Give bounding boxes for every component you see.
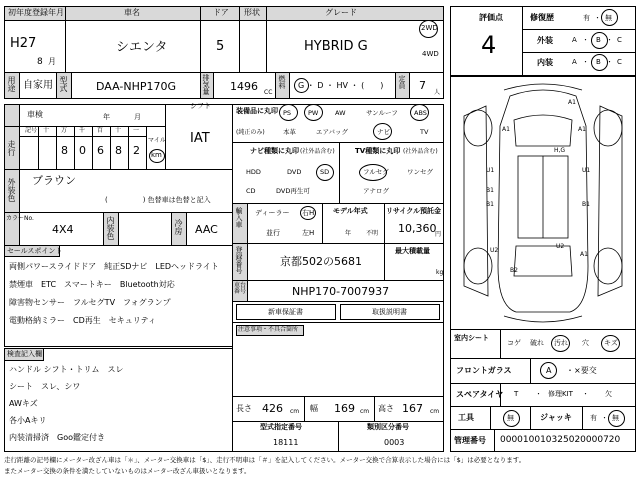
mileage-section-header <box>4 104 20 127</box>
seat-label: 室内シート <box>454 334 489 342</box>
width-unit: cm <box>360 408 370 415</box>
model-year-label: モデル年式 <box>333 207 368 215</box>
cooler: AAC <box>195 223 218 236</box>
mark-b2: B2 <box>510 267 518 274</box>
mark-u1-right: U1 <box>582 167 591 174</box>
eval-grade: 4 <box>481 31 497 59</box>
year-unit: 年 <box>103 113 110 121</box>
chassis: NHP170-7007937 <box>292 285 390 298</box>
category: 0003 <box>384 438 405 447</box>
abc-separator: ・ <box>582 58 589 66</box>
equipment-item: TV <box>420 128 429 136</box>
sales-point-block <box>4 245 233 347</box>
chassis-label: 車台番号 <box>234 282 247 295</box>
handle-left: 左H <box>302 229 315 237</box>
spare-option: 修理KIT <box>548 390 573 398</box>
import-label: 輸入車 <box>235 207 243 228</box>
equipment-item: ナビ <box>377 128 390 136</box>
repair-label: 修復歴 <box>530 13 554 22</box>
exterior-label: 外装色 <box>7 178 16 202</box>
mileage-divider <box>38 126 39 170</box>
navi-option: DVD再生可 <box>276 187 310 195</box>
mileage-divider <box>110 126 111 170</box>
color-change-note: ( ) 色替車は色替と記入 <box>105 196 211 204</box>
month-unit-2: 月 <box>134 113 141 121</box>
footer-line-1: 走行距離の記号欄にメーター改ざん車は「＊」、メーター交換車は「$」、走行不明車は「＃」を記入してください。メーター交換で合算表示した場合には「$」は必要となります。 <box>4 456 526 464</box>
mileage-divider <box>56 126 57 170</box>
mark-a1-left: A1 <box>502 126 510 133</box>
drive-4wd: 4WD <box>422 50 439 58</box>
model: DAA-NHP170G <box>96 80 177 93</box>
unknown: 不明 <box>366 230 379 237</box>
car-name-label: 車名 <box>124 8 140 17</box>
mark-b1-left2: B1 <box>486 201 494 208</box>
model-year-unit: 年 <box>345 230 352 237</box>
mileage-section-label: 車検 <box>27 110 43 119</box>
tool-label: 工具 <box>458 413 474 422</box>
ext-label: 外装 <box>537 36 553 45</box>
fuel-g-circle <box>294 78 309 93</box>
shift: IAT <box>190 131 210 146</box>
equipment-sub: (純正のみ) <box>236 129 265 136</box>
equipment-item: エアバッグ <box>316 128 348 136</box>
inspector-note-line: AWキズ <box>9 399 38 408</box>
height-unit: cm <box>430 408 440 415</box>
spare-option: ・ <box>582 390 589 398</box>
shape-cell <box>239 20 267 73</box>
mileage-header-cell: 十 <box>115 127 122 134</box>
recycle: 10,360 <box>398 222 437 235</box>
abc-separator: ・ <box>606 36 613 44</box>
inspector-note-line: シート スレ、シワ <box>9 382 81 391</box>
seat-option: 穴 <box>582 339 589 347</box>
mark-hg: H,G <box>554 147 566 154</box>
dealer: ディーラー <box>255 209 290 217</box>
seat-option: コゲ <box>507 339 521 347</box>
footer-line-2: またメーター交換の条件を満たしていないものはメーター改ざん車扱いとなります。 <box>4 467 251 475</box>
drive-type: 4X4 <box>52 223 74 236</box>
car-name: シエンタ <box>116 40 168 55</box>
mileage-divider <box>92 126 93 170</box>
grade: HYBRID G <box>304 39 368 54</box>
repair-no: 無 <box>605 14 612 22</box>
mileage-header-cell: 十 <box>43 127 50 134</box>
navi-option: HDD <box>246 168 261 176</box>
month-unit: 月 <box>48 57 56 66</box>
usage: 自家用 <box>23 80 53 91</box>
seat-option: 汚れ <box>554 339 568 347</box>
mileage-digit: 6 <box>97 144 104 157</box>
equipment-item: 本革 <box>283 128 296 136</box>
inspector-note-line: ハンドル シフト・トリム スレ <box>9 365 124 374</box>
tv-option: ワンセグ <box>407 168 433 176</box>
parallel: 並行 <box>266 229 280 237</box>
reg-number: 京都502の5681 <box>280 255 362 268</box>
mileage-divider <box>146 126 147 170</box>
mark-u1-left: U1 <box>486 167 495 174</box>
abc-separator: ・ <box>606 58 613 66</box>
doors-label: ドア <box>213 8 229 17</box>
usage-label: 用途 <box>7 76 16 92</box>
max-load-label: 最大積載量 <box>395 247 430 255</box>
sales-point-line: 両側パワースライドドア 純正SDナビ LEDヘッドライト <box>9 262 219 271</box>
notes-label: 注意事項・不具合箇所 <box>238 326 299 333</box>
recycle-label: リサイクル預託金 <box>386 207 442 215</box>
equipment-item: PW <box>308 109 319 117</box>
inspector-note-line: 各小Aキリ <box>9 416 47 425</box>
int-label: 内装 <box>537 58 553 67</box>
model-designation: 18111 <box>273 438 299 447</box>
abc-option: C <box>617 58 622 66</box>
sales-point-line: 電動格納ミラー CD再生 セキュリティ <box>9 316 156 325</box>
equipment-item: AW <box>335 109 346 117</box>
height: 167 <box>402 402 423 415</box>
length-unit: cm <box>290 408 300 415</box>
navi-label: ナビ種類に丸印 <box>250 147 299 155</box>
mileage-header-cell: 記号 <box>25 127 38 134</box>
abc-option: A <box>572 36 577 44</box>
model-designation-label: 型式指定番号 <box>260 423 302 431</box>
manual: 取扱説明書 <box>372 308 407 316</box>
equipment-item: ABS <box>414 109 427 117</box>
width-label: 幅 <box>310 404 318 413</box>
shape-label: 形状 <box>244 8 260 17</box>
drive-2wd: 2WD <box>421 24 438 32</box>
length: 426 <box>262 402 283 415</box>
displacement-label: 排気量 <box>202 74 210 95</box>
kg-unit: kg <box>436 269 444 276</box>
navi-option: SD <box>320 168 330 176</box>
mark-b1-left: B1 <box>486 187 494 194</box>
mile-unit: マイル <box>148 137 166 144</box>
spare-label: スペアタイヤ <box>456 390 504 399</box>
navi-option: CD <box>246 187 256 195</box>
mileage-digit: 0 <box>79 144 86 157</box>
height-label: 高さ <box>378 404 394 413</box>
mileage-digit: 8 <box>61 144 68 157</box>
mileage-header-cell: 一 <box>133 127 140 134</box>
shift-label: シフト <box>190 102 211 110</box>
spare-option: T <box>514 390 519 398</box>
interior-label: 内装色 <box>106 216 115 240</box>
cooler-label: 冷房 <box>174 219 183 235</box>
tv-option: フルセグ <box>363 168 389 176</box>
abc-separator: ・ <box>582 36 589 44</box>
mark-a1-front: A1 <box>568 99 576 106</box>
mark-u2-left: U2 <box>490 247 499 254</box>
fuel-label: 燃料 <box>278 75 286 89</box>
equipment-label: 装備品に丸印 <box>236 107 278 115</box>
glass-x: ・×要交 <box>566 366 597 375</box>
mileage-divider <box>74 126 75 170</box>
yen-unit: 円 <box>435 231 442 238</box>
seat-option: キズ <box>604 339 618 347</box>
mark-b1-right: B1 <box>582 201 590 208</box>
abc-option: B <box>596 36 601 44</box>
color-no-label: カラーNo. <box>6 215 34 222</box>
reg-month: 8 <box>37 57 43 67</box>
mileage-divider <box>128 126 129 170</box>
mileage-header-cell: 千 <box>79 127 86 134</box>
tv-sub: (社外品含む) <box>403 148 438 155</box>
person-unit: 人 <box>434 89 441 96</box>
reg-year: H27 <box>10 36 37 51</box>
tv-option: アナログ <box>363 187 389 195</box>
eval-grade-label: 評価点 <box>479 13 503 22</box>
mileage-digit: 8 <box>115 144 122 157</box>
doors: 5 <box>216 39 225 54</box>
handle-right: 右H <box>302 209 315 217</box>
spare-option: 欠 <box>605 390 612 398</box>
capacity-label: 定員 <box>398 75 406 89</box>
equipment-item: サンルーフ <box>366 109 398 117</box>
jack-label: ジャッキ <box>540 413 572 422</box>
spare-option: ・ <box>535 390 542 398</box>
abc-option: C <box>617 36 622 44</box>
glass-label: フロントガラス <box>456 366 512 375</box>
displacement: 1496 <box>230 80 258 93</box>
new-warranty: 新車保証書 <box>268 308 303 316</box>
mgmt: 000010010325020000720 <box>500 435 621 445</box>
navi-option: DVD <box>287 168 302 176</box>
mgmt-label: 管理番号 <box>454 436 486 445</box>
model-label: 型式 <box>59 76 68 92</box>
km-unit: km <box>151 151 162 159</box>
tool: 無 <box>507 414 514 422</box>
length-label: 長さ <box>236 404 252 413</box>
seat-option: 破れ <box>530 339 544 347</box>
sales-point-line: 障害物センサー フルセグTV フォグランプ <box>9 298 171 307</box>
mileage-header-cell: 百 <box>97 127 104 134</box>
mark-a1-right: A1 <box>578 126 586 133</box>
navi-sub: (社外品含む) <box>300 148 335 155</box>
sales-point-label: セールスポイント <box>7 247 63 255</box>
width: 169 <box>334 402 355 415</box>
mark-a1-rear: A1 <box>580 251 588 258</box>
category-label: 類別区分番号 <box>367 423 409 431</box>
abc-option: A <box>572 58 577 66</box>
reg-year-label: 初年度登録年月 <box>8 8 64 17</box>
abc-option: B <box>596 58 601 66</box>
sales-point-line: 禁煙車 ETC スマートキー Bluetooth対応 <box>9 280 175 289</box>
distance-label: 走行 <box>7 140 16 156</box>
mark-u2-right: U2 <box>556 243 565 250</box>
exterior-color: ブラウン <box>32 174 76 187</box>
tv-label: TV種類に丸印 <box>355 147 401 155</box>
jack-yes: 有 <box>590 414 597 422</box>
reg-number-label: 登録番号 <box>235 246 243 274</box>
capacity: 7 <box>419 79 426 92</box>
mileage-digit: 2 <box>133 144 140 157</box>
grade-label: グレード <box>325 8 357 17</box>
car-diagram <box>450 76 636 330</box>
inspector-label: 検査記入欄 <box>7 350 42 358</box>
cc-unit: CC <box>264 89 273 96</box>
glass-a: A <box>546 366 552 375</box>
jack-no: 無 <box>612 414 619 422</box>
equipment-item: PS <box>283 109 292 117</box>
inspector-note-line: 内装清掃済 Goo鑑定付き <box>9 433 105 442</box>
fuel-options: G ・ D ・ HV ・ ( ) <box>298 81 384 90</box>
mileage-header-cell: 万 <box>61 127 68 134</box>
repair-yes: 有 <box>583 14 590 22</box>
